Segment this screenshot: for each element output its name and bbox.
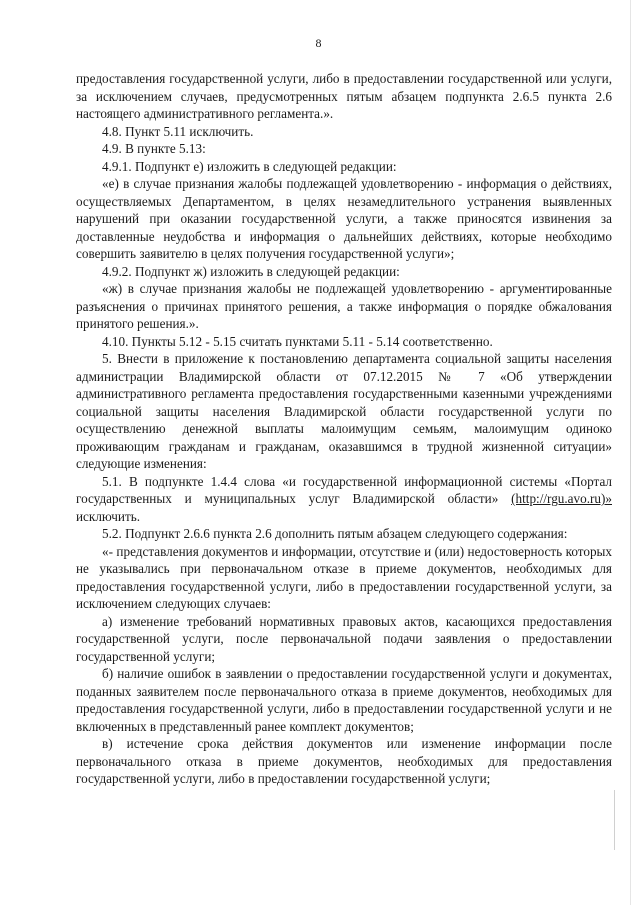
paragraph: а) изменение требований нормативных правовых актов, касающихся предоставления государственной услуги, после первоначальной подачи заявления о предоставлении государственной услуги; (76, 613, 612, 664)
portal-link[interactable]: (http://rgu.avo.ru)» (511, 491, 612, 506)
paragraph: предоставления государственной услуги, либо в предоставлении государственной или услуги, за исключением случаев, предусмотренных пятым абзацем подпункта 2.6.5 пункта 2.6 настоящего административного регламента.». (76, 71, 612, 121)
paragraph: 4.8. Пункт 5.11 исключить. (102, 123, 254, 139)
paragraph: «е) в случае признания жалобы подлежащей удовлетворению - информация о действиях, осуществляемых Департаментом, в целях незамедлительного устранения выявленных нарушений при оказании государственной услуги, а также приносятся извинения за доставленные неудобства и информация о дальнейших действиях, которые необходимо совершить заявителю в целях получения государственной услуги»; (76, 176, 612, 261)
paragraph-5-1 (76, 473, 612, 526)
scan-mark (608, 790, 615, 850)
paragraph-text: 5.1. В подпункте 1.4.4 слова «и государственной информационной системы «Портал государственных и муниципальных услуг Владимирской области» (76, 473, 612, 506)
paragraph: 4.10. Пункты 5.12 - 5.15 считать пунктами 5.11 - 5.14 соответственно. (102, 333, 493, 349)
scan-edge (630, 0, 631, 905)
document-body (76, 70, 612, 788)
paragraph: 4.9. В пункте 5.13: (102, 141, 206, 156)
paragraph: «- представления документов и информации, отсутствие и (или) недостоверность которых не указывались при первоначальном отказе в приеме документов, необходимых для предоставления государственной услуги, либо в предоставлении государственной услуги, за исключением следующих случаев: (76, 543, 612, 611)
paragraph: в) истечение срока действия документов или изменение информации после первоначального отказа в приеме документов, необходимых для предоставления государственной услуги, либо в предоставлении государственной услуги; (76, 736, 612, 786)
paragraph: 5.2. Подпункт 2.6.6 пункта 2.6 дополнить пятым абзацем следующего содержания: (102, 526, 568, 541)
paragraph: б) наличие ошибок в заявлении о предоставлении государственной услуги и документах, поданных заявителем после первоначального отказа в приеме документов, необходимых для предоставления государственной услуги, либо в предоставлении государственной услуги и не включенных в представленный ранее комплект документов; (76, 666, 612, 734)
paragraph: «ж) в случае признания жалобы не подлежащей удовлетворению - аргументированные разъяснения о причинах принятого решения, а также информация о порядке обжалования принятого решения.». (76, 281, 612, 331)
page-number: 8 (315, 36, 322, 50)
paragraph-text: исключить. (76, 508, 141, 524)
paragraph: 5. Внести в приложение к постановлению департамента социальной защиты населения администрации Владимирской области от 07.12.2015 № 7 «Об утверждении административного регламента предоставления государственными казенными учреждениями социальной защиты населения Владимирской области государственной услуги по осуществлению денежной выплаты малоимущим семьям, малоимущим одиноко проживающим гражданам и гражданам, оказавшимся в трудной жизненной ситуации» следующие изменения: (76, 351, 612, 471)
paragraph: 4.9.1. Подпункт е) изложить в следующей редакции: (102, 158, 397, 174)
paragraph: 4.9.2. Подпункт ж) изложить в следующей редакции: (102, 263, 400, 279)
